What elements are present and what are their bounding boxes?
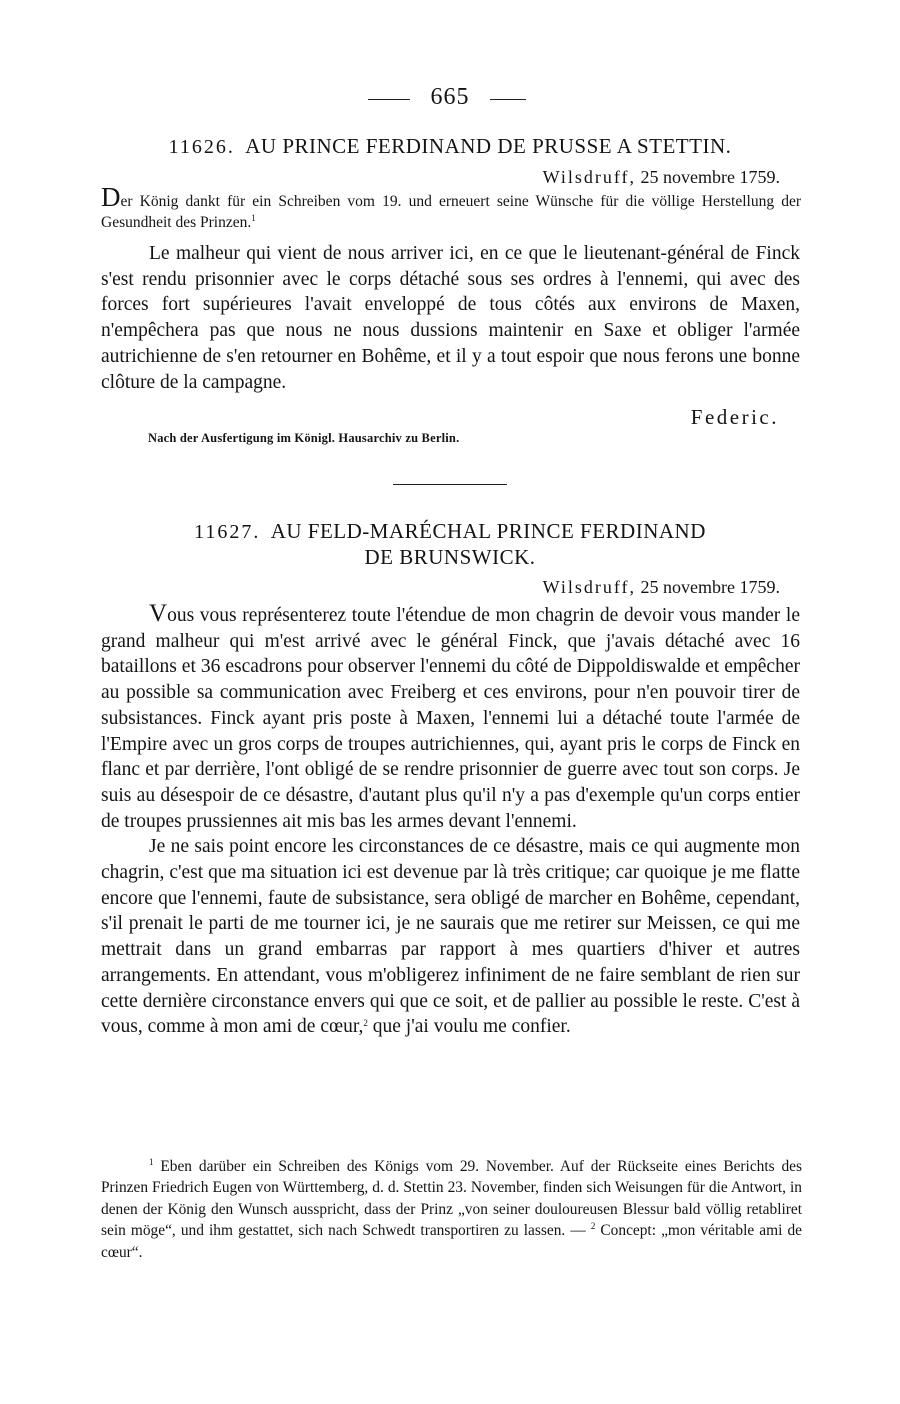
footnote-ref-1: 1 — [251, 213, 256, 223]
section-separator — [393, 484, 507, 485]
footnote-block — [101, 1156, 802, 1263]
letter-2-title-line-1: AU FELD-MARÉCHAL PRINCE FERDINAND — [270, 519, 706, 543]
letter-1-heading — [100, 134, 800, 159]
letter-2-paragraph-1-text: ous vous représenterez toute l'étendue de mon chagrin de devoir vous mander le grand malheur qui m'est arrivé avec le général Finck, que j'avais détaché avec 16 bataillons et 36 escadrons pour observer l'ennemi du côté de Dippoldiswalde et empêcher au possible sa communication avec Freiberg et ces environs, pour n'en pouvoir tirer de subsistances. Finck ayant pris poste à Maxen, l'ennemi lui a détaché toute l'armée de l'Empire avec un gros corps de troupes autrichiennes, qui, ayant pris le corps de Finck en flanc et par derrière, l'ont obligé de se rendre prisonnier de guerre avec tout son corps. Je suis au désespoir de ce désastre, d'autant plus qu'il n'y a pas d'exemple qu'un corps entier de troupes prussiennes ait mis bas les armes devant l'ennemi. — [101, 605, 800, 832]
letter-2-heading-line-2 — [100, 545, 800, 570]
footnote-1-text: Eben darüber ein Schreiben des Königs vom 29. November. Auf der Rückseite eines Berichts des Prinzen Friedrich Eugen von Württemberg, d. d. Stettin 23. November, finden sich Weisungen für die Antwort, in denen der König den Wunsch ausspricht, dass der Prinz „von seiner douloureusen Blessur bald völlig retabliret sein möge“, und ihm gestattet, sich nach Schwedt transportiren zu lassen. — — [101, 1158, 802, 1240]
letter-2-body — [101, 601, 800, 1040]
letter-1-date: 25 novembre 1759. — [640, 167, 780, 187]
letter-2-paragraph-2 — [101, 834, 800, 1040]
footnote-ref-2: 2 — [363, 1018, 368, 1029]
letter-1-place: Wilsdruff, — [542, 167, 637, 187]
letter-1-title: AU PRINCE FERDINAND DE PRUSSE A STETTIN. — [245, 134, 732, 158]
letter-2-title-line-2: DE BRUNSWICK. — [364, 545, 536, 569]
footnote-2-text: Concept: „mon véritable ami de cœur“. — [101, 1222, 802, 1261]
letter-2-paragraph-2-text: Je ne sais point encore les circonstances de ce désastre, mais ce qui augmente mon chagrin, c'est que ma situation ici est devenue par là très critique; car quoique je me flatte encore que l'ennemi, faute de subsistance, sera obligé de marcher en Bohême, cependant, s'il prenait le parti de me tourner ici, je ne saurais que me retirer sur Meissen, ce qui me mettrait dans un grand embarras par rapport à mes quartiers d'hiver et autres arrangements. En attendant, vous m'obligerez infiniment de ne faire semblant de rien sur cette dernière circonstance envers qui que ce soit, et de pallier au possible le reste. C'est à vous, comme à mon ami de cœur, — [101, 836, 800, 1038]
footnotes — [101, 1156, 802, 1263]
letter-1-source-note: Nach der Ausfertigung im Königl. Hausarchiv zu Berlin. — [148, 431, 460, 445]
letter-1-number: 11626. — [168, 136, 235, 158]
letter-2-number: 11627. — [194, 521, 261, 543]
paragraph-initial: V — [149, 600, 168, 627]
summary-line-1: er König dankt für ein Schreiben vom 19. und erneuert seine Wünsche für — [120, 193, 619, 210]
letter-2-heading — [100, 519, 800, 544]
letter-2-paragraph-2-tail: que j'ai voulu me confier. — [367, 1016, 571, 1038]
letter-2-paragraph-1 — [101, 601, 800, 834]
letter-1-signature: Federic. — [690, 405, 779, 429]
letter-2-dateline — [543, 577, 780, 598]
letter-1-body — [101, 241, 800, 395]
letter-1-paragraph: Le malheur qui vient de nous arriver ici, en ce que le lieutenant-général de Finck s'est rendu prisonnier avec le corps détaché sous ses ordres à l'ennemi, qui avec des forces fort supérieures l'avait enveloppé de tous côtés aux environs de Maxen, n'empêchera pas que nous ne nous dussions maintenir en Saxe et obliger l'armée autrichienne de s'en retourner en Bohême, et il y a tout espoir que nous ferons une bonne clôture de la campagne. — [101, 243, 800, 393]
footnote-1-mark: 1 — [149, 1157, 154, 1167]
summary-initial: D — [101, 182, 121, 212]
page-number: 665 — [430, 84, 470, 110]
letter-2-date: 25 novembre 1759. — [640, 577, 780, 597]
letter-1-summary — [101, 182, 801, 233]
header-rule-left — [368, 99, 410, 100]
footnote-2-mark: 2 — [590, 1221, 596, 1232]
summary-line-2: die völlige Herstellung der Gesundheit des Prinzen. — [101, 193, 801, 231]
letter-2-place: Wilsdruff, — [542, 577, 637, 597]
letter-1-dateline — [543, 167, 780, 188]
header-rule-right — [490, 99, 526, 100]
